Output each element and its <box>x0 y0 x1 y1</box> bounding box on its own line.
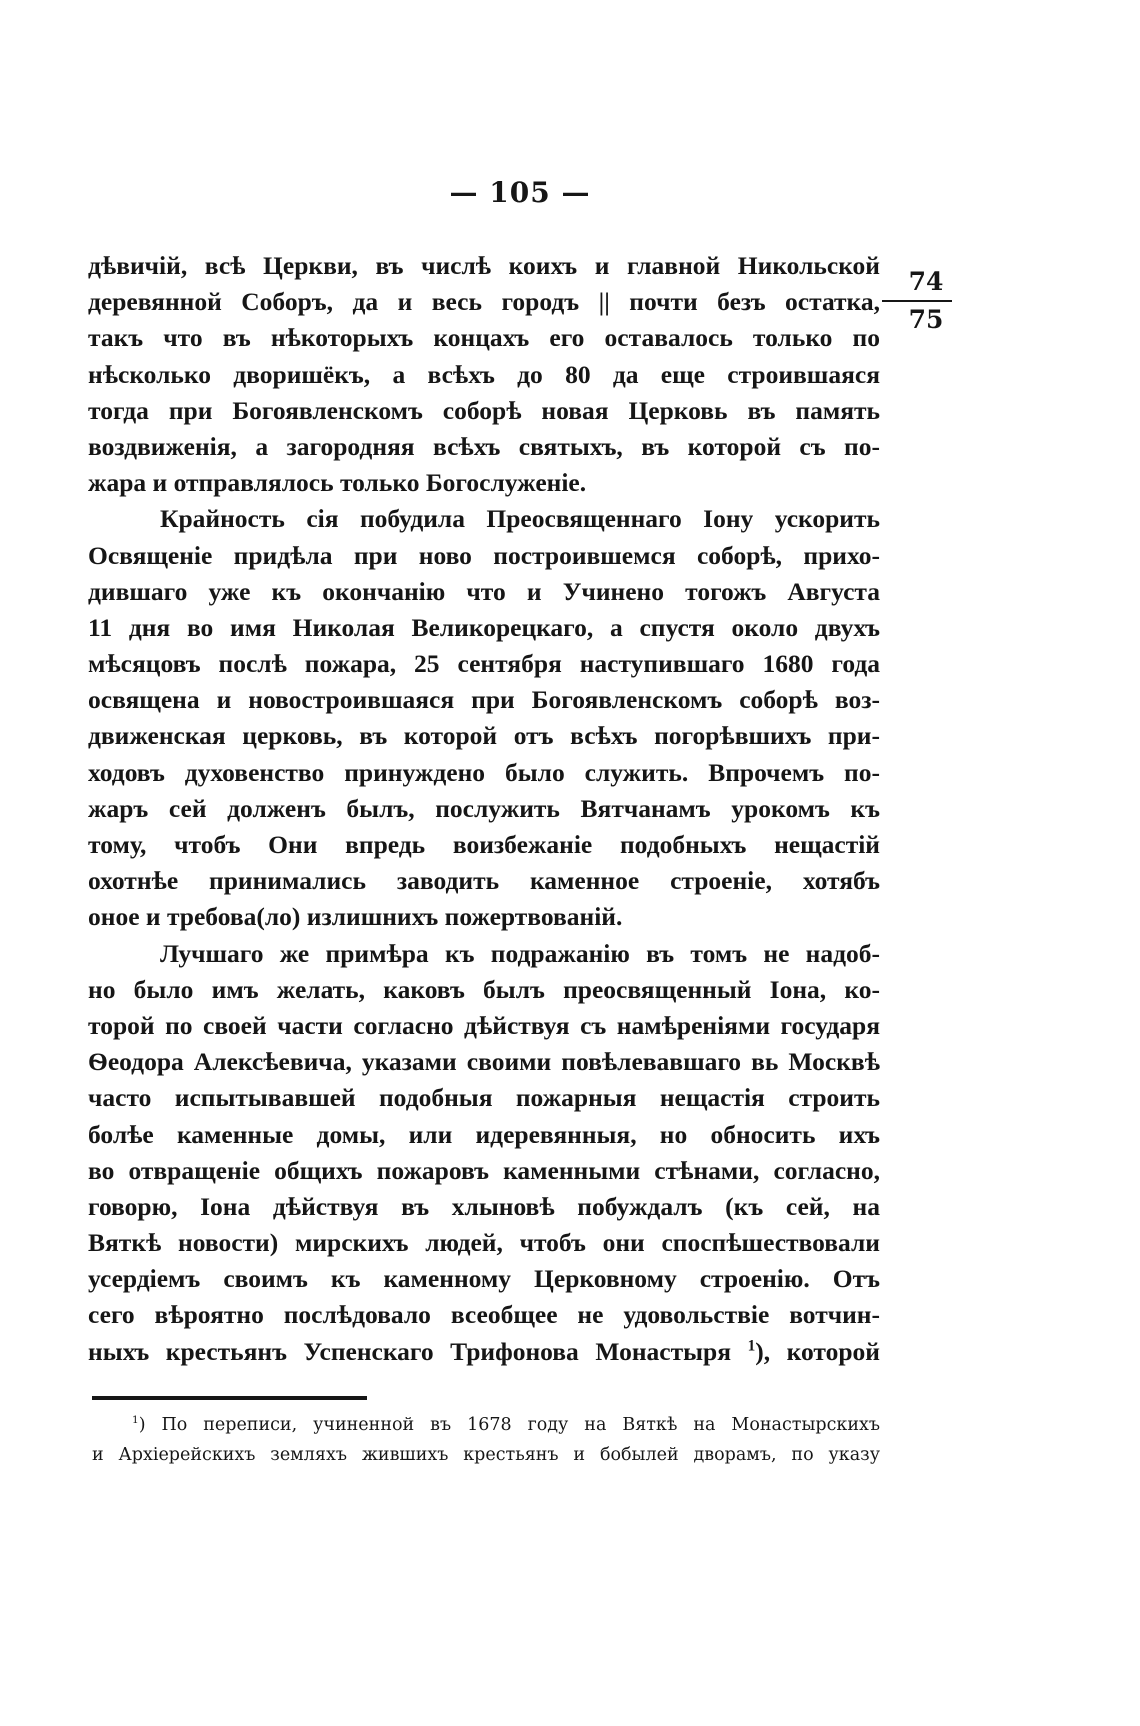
paragraph-2 <box>88 501 880 935</box>
footnote-reference[interactable]: 1 <box>747 1337 756 1355</box>
text-line: освящена и новостроившаяся при Богоявленскомъ соборѣ воз- <box>88 685 880 715</box>
text-line: жаръ сей долженъ былъ, послужить Вятчанамъ урокомъ къ <box>88 793 880 823</box>
text-line: охотнѣе принимались заводить каменное строеніе, хотябъ <box>88 866 880 896</box>
text-line: усердіемъ своимъ къ каменному Церковному строенію. Отъ <box>88 1264 880 1294</box>
main-text <box>88 248 880 1370</box>
text-line: 11 дня во имя Николая Великорецкаго, а спустя около двухъ <box>88 612 880 642</box>
text-line: жара и отправлялось только Богослуженіе. <box>88 468 587 498</box>
margin-folio-lower: 75 <box>908 305 944 334</box>
text-line: нѣсколько дворишёкъ, а всѣхъ до 80 да еще строившаяся <box>88 359 880 389</box>
text-line: мѣсяцовъ послѣ пожара, 25 сентября наступившаго 1680 года <box>88 649 880 679</box>
footnote-area <box>92 1410 880 1470</box>
text-line: говорю, Іона дѣйствуя въ хлыновѣ побуждалъ (къ сей, на <box>88 1191 880 1221</box>
text-line-tail: ), которой <box>755 1336 880 1366</box>
text-line: дившаго уже къ окончанію что и Учинено тогожъ Августа <box>88 576 880 606</box>
text-line: оное и требова(ло) излишнихъ пожертвованій. <box>88 902 623 932</box>
text-line: тогда при Богоявленскомъ соборѣ новая Церковь въ память <box>88 395 880 425</box>
text-line: Освященіе придѣла при ново построившемся соборѣ, прихо- <box>88 540 880 570</box>
text-line-with-note <box>88 1334 880 1370</box>
paragraph-3 <box>88 936 880 1370</box>
text-line: болѣе каменные домы, или идеревянныя, но обносить ихъ <box>88 1119 880 1149</box>
text-line: дѣвичій, всѣ Церкви, въ числѣ коихъ и главной Никольской <box>88 251 880 280</box>
footnote-line <box>92 1410 880 1440</box>
text-line: движенская церковь, въ которой отъ всѣхъ погорѣвшихъ при- <box>88 721 880 751</box>
text-line: ходовъ духовенство принуждено было служить. Впрочемъ по- <box>88 757 880 787</box>
footnote-marker: 1 <box>132 1414 139 1427</box>
text-line: Лучшаго же примѣра къ подражанію въ томъ не надоб- <box>160 938 880 968</box>
text-line: такъ что въ нѣкоторыхъ концахъ его оставалось только по <box>88 323 880 353</box>
margin-folio-upper: 74 <box>908 267 944 296</box>
text-line: тому, чтобъ Они впредь воизбежаніе подобныхъ нещастій <box>88 830 880 859</box>
footnote-text: ) По переписи, учиненной въ 1678 году на Вяткѣ на Монастырскихъ <box>138 1415 880 1435</box>
text-line: воздвиженія, а загородняя всѣхъ святыхъ, въ которой съ по- <box>88 431 880 461</box>
text-line: во отвращеніе общихъ пожаровъ каменными стѣнами, согласно, <box>88 1155 880 1185</box>
text-line: деревянной Соборъ, да и весь городъ || почти безъ остатка, <box>88 287 880 317</box>
text-line: торой по своей части согласно дѣйствуя съ намѣреніями государя <box>88 1010 880 1040</box>
footnote-divider <box>92 1396 367 1400</box>
footnote-line: и Архіерейскихъ земляхъ жившихъ крестьянъ и бобылей дворамъ, по указу <box>92 1445 880 1465</box>
text-line-main: ныхъ крестьянъ Успенскаго Трифонова Монастыря <box>88 1336 732 1366</box>
text-line: часто испытывавшей подобныя пожарныя нещастія строить <box>88 1083 880 1113</box>
text-line: но было имъ желать, каковъ былъ преосвященный Іона, ко- <box>88 974 880 1004</box>
margin-folio-rule <box>882 300 952 302</box>
text-line: Вяткѣ новости) мирскихъ людей, чтобъ они споспѣшествовали <box>88 1228 880 1258</box>
text-line: Крайность сія побудила Преосвященнаго Іону ускорить <box>160 504 880 534</box>
page-number: — 105 — <box>449 176 591 209</box>
paragraph-1 <box>88 248 880 501</box>
text-line: Ѳеодора Алексѣевича, указами своими повѣлевавшаго вь Москвѣ <box>88 1047 880 1077</box>
margin-folio-note <box>896 268 956 334</box>
text-line: сего вѣроятно послѣдовало всеобщее не удовольствіе вотчин- <box>88 1300 880 1330</box>
